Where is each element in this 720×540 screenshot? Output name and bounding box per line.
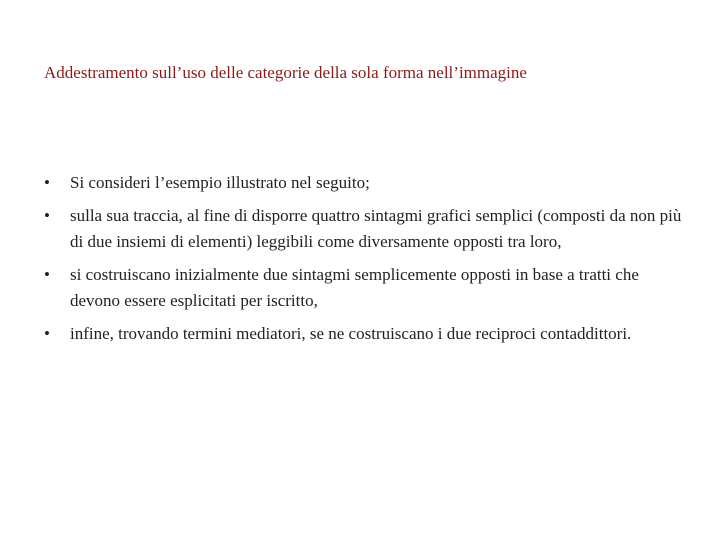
- bullet-list: [44, 170, 684, 353]
- bullet-text: Si consideri l’esempio illustrato nel seguito;: [70, 173, 370, 192]
- bullet-icon: •: [44, 264, 50, 284]
- bullet-item: [44, 321, 684, 348]
- bullet-icon: •: [44, 205, 50, 225]
- bullet-text: si costruiscano inizialmente due sintagmi semplicemente opposti in base a tratti che devono essere esplicitati per iscritto,: [70, 264, 639, 310]
- bullet-icon: •: [44, 173, 50, 192]
- bullet-item: [44, 262, 684, 315]
- slide-title: Addestramento sull’uso delle categorie della sola forma nell’immagine: [44, 63, 527, 82]
- bullet-text: infine, trovando termini mediatori, se ne costruiscano i due reciproci contaddittori.: [70, 323, 632, 343]
- bullet-icon: •: [44, 323, 50, 343]
- bullet-item: [44, 170, 684, 197]
- bullet-item: [44, 203, 684, 256]
- bullet-text: sulla sua traccia, al fine di disporre quattro sintagmi grafici semplici (composti da non più di due insiemi di elementi) leggibili come diversamente opposti tra loro,: [70, 205, 682, 251]
